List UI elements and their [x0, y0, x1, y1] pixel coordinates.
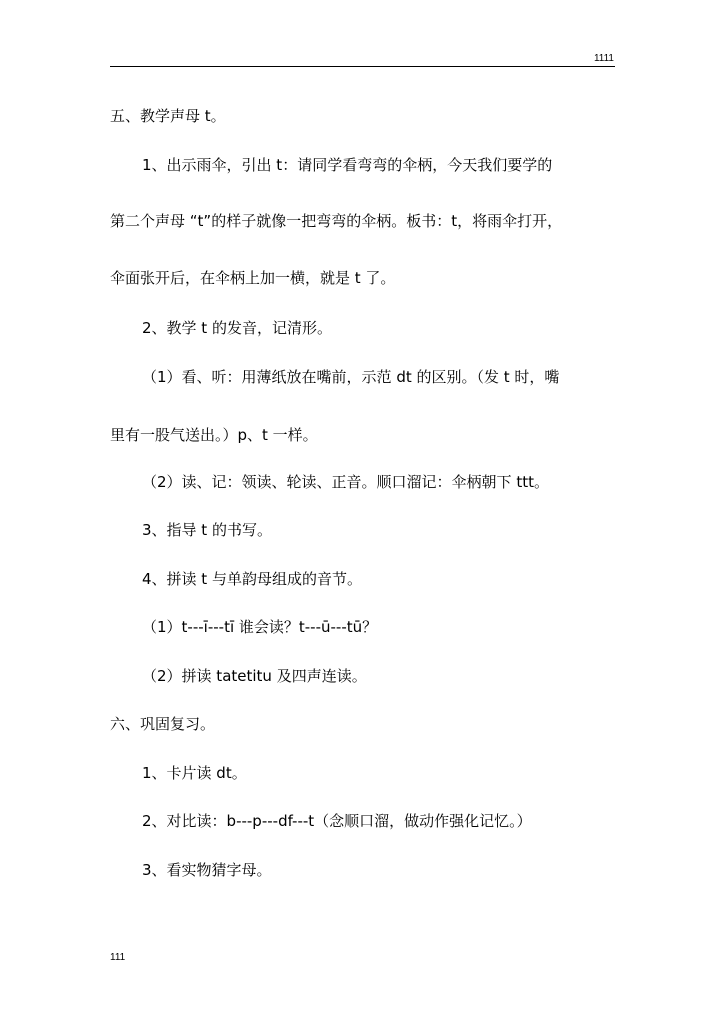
paragraph-line: 4、拼读 t 与单韵母组成的音节。 — [142, 570, 362, 588]
paragraph-line: 第二个声母 “t”的样子就像一把弯弯的伞柄。板书：t，将雨伞打开， — [110, 212, 563, 230]
paragraph-line: 2、对比读：b---p---df---t（念顺口溜，做动作强化记忆。） — [142, 812, 532, 830]
paragraph-line: 里有一股气送出。）p、t 一样。 — [110, 426, 318, 444]
paragraph-line: 3、指导 t 的书写。 — [142, 521, 272, 539]
paragraph-line: 1、卡片读 dt。 — [142, 764, 247, 782]
paragraph-line: 伞面张开后，在伞柄上加一横，就是 t 了。 — [110, 269, 396, 287]
paragraph-line: 3、看实物猜字母。 — [142, 861, 272, 879]
footer-page-number: 111 — [110, 952, 126, 963]
paragraph-line: 1、出示雨伞，引出 t：请同学看弯弯的伞柄，今天我们要学的 — [142, 156, 553, 174]
section-heading-5: 五、教学声母 t。 — [110, 107, 226, 125]
header-page-number: 1111 — [593, 53, 614, 64]
header-divider — [110, 66, 615, 67]
paragraph-line: （1）t---ī---tī 谁会读？t---ū---tū？ — [142, 618, 378, 636]
paragraph-line: （1）看、听：用薄纸放在嘴前，示范 dt 的区别。（发 t 时，嘴 — [142, 368, 560, 386]
paragraph-line: （2）拼读 tatetitu 及四声连读。 — [142, 667, 367, 685]
paragraph-line: 2、教学 t 的发音，记清形。 — [142, 319, 332, 337]
paragraph-line: （2）读、记：领读、轮读、正音。顺口溜记：伞柄朝下 ttt。 — [142, 473, 549, 491]
section-heading-6: 六、巩固复习。 — [110, 715, 216, 733]
